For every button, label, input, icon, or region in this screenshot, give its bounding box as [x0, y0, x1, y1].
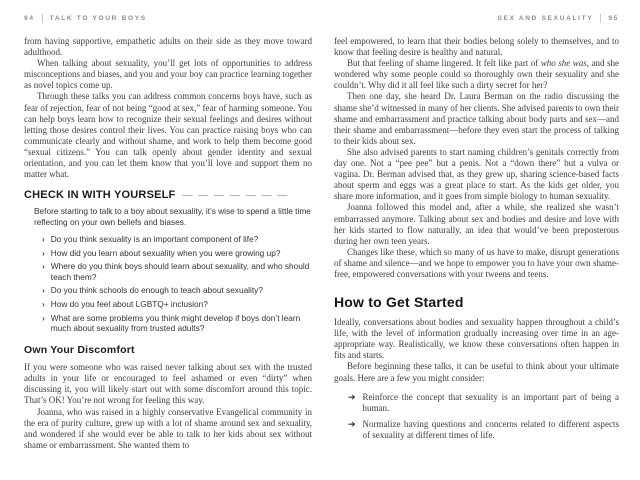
goals-list	[348, 392, 619, 441]
paragraph: Joanna, who was raised in a highly conservative Evangelical community in the era of purity culture, grew up with a lot of shame around sex and sexuality, and wondered if she would ever be able to talk to her kids about sex without shame or embarrassment. She wanted them to	[24, 406, 312, 450]
arrow-bullet-icon: ➔	[348, 418, 356, 429]
goal-text: Normalize having questions and concerns related to different aspects of sexuality at different times of life.	[362, 418, 619, 440]
checkin-question-list	[42, 234, 312, 333]
paragraph: Through these talks you can address common concerns boys have, such as fear of rejection, fear of not being “good at sex,” fear of harming someone. You can help boys learn how to recognize their sexual feelings and desires without letting those desires control their lives. You can practice raising boys who can communicate clearly and without shame, and work to help them become good “sexual citizens.” You can talk openly about gender identity and sexual orientation, and you can let them know that you’ll love and support them no matter what.	[24, 91, 312, 180]
section-heading: How to Get Started	[334, 294, 464, 311]
chevron-bullet-icon: ›	[42, 247, 45, 258]
header-divider	[600, 14, 601, 23]
list-item	[348, 419, 619, 441]
chevron-bullet-icon: ›	[42, 312, 45, 323]
page-right	[334, 0, 619, 480]
header-divider	[42, 14, 43, 23]
question-text: How do you feel about LGBTQ+ inclusion?	[50, 299, 208, 310]
list-item	[42, 261, 312, 281]
paragraph: Ideally, conversations about bodies and sexuality happen throughout a child’s life, with the level of information gradually increasing over time in an age-appropriate way. Realistically, we know these conversations often happen in fits and starts.	[334, 317, 619, 361]
question-text: Do you think schools do enough to teach about sexuality?	[50, 285, 263, 296]
paragraph: She also advised parents to start naming children’s genitals correctly from day one. Not a “pee pee” but a penis. Not a “down there” but a vulva or vagina. Dr. Berman advised that, as they grew up, sharing science-based facts about sperm and eggs was a great place to start. As the kids get older, you share more information, and it goes from simple biology to human sexuality.	[334, 146, 619, 202]
paragraph: Then one day, she heard Dr. Laura Berman on the radio discussing the shame she’d witnessed in many of her clients. She advised parents to own their shame and embarrassment and practice talking about body parts and sex—and their shame and embarrassment—before they even start the process of talking to their kids about sex.	[334, 91, 619, 146]
arrow-bullet-icon: ➔	[348, 391, 356, 402]
checkin-box	[24, 189, 312, 333]
paragraph: But that feeling of shame lingered. It felt like part of who she was, and she wondered why some people could so thoroughly own their sexuality and she couldn’t. Why did it all feel like such a dirty secret for her?	[334, 58, 619, 91]
paragraph: from having supportive, empathetic adults on their side as they move toward adulthood.	[24, 36, 312, 58]
page-header-right	[334, 13, 619, 23]
paragraph: If you were someone who was raised never talking about sex with the trusted adults in your life or encouraged to feel ashamed or even “dirty” when discussing it, you will likely start out with some discomfort around this topic. That’s OK! You’re not wrong for feeling this way.	[24, 362, 312, 406]
chevron-bullet-icon: ›	[42, 285, 45, 296]
page-number: 94	[24, 14, 35, 22]
question-text: What are some problems you think might develop if boys don’t learn much about sexuality from trusted adults?	[50, 312, 301, 333]
list-item	[42, 313, 312, 333]
paragraph: Changes like these, which so many of us have to make, disrupt generations of shame and silence—and we hope to empower you to have your own shame-free, empowered conversations with your tweens and teens.	[334, 246, 619, 279]
subsection-heading: Own Your Discomfort	[24, 344, 135, 357]
chevron-bullet-icon: ›	[42, 234, 45, 245]
chevron-bullet-icon: ›	[42, 261, 45, 272]
list-item	[42, 248, 312, 258]
checkin-intro: Before starting to talk to a boy about sexuality, it’s wise to spend a little time reflecting on your own beliefs and biases.	[34, 206, 311, 227]
list-item	[42, 299, 312, 309]
question-text: How did you learn about sexuality when you were growing up?	[50, 247, 281, 258]
page-header-left	[24, 13, 312, 23]
list-item	[42, 234, 312, 244]
checkin-heading: CHECK IN WITH YOURSELF	[24, 189, 176, 202]
running-title: SEX AND SEXUALITY	[497, 14, 594, 22]
dash-decoration: — — — — — — —	[182, 189, 289, 201]
checkin-heading-row	[24, 189, 312, 201]
chevron-bullet-icon: ›	[42, 299, 45, 310]
paragraph: When talking about sexuality, you’ll get lots of opportunities to address misconceptions and biases, and you and your boy can practice learning together as novel topics come up.	[24, 58, 312, 91]
goal-text: Reinforce the concept that sexuality is an important part of being a human.	[362, 391, 619, 413]
question-text: Do you think sexuality is an important component of life?	[50, 234, 259, 245]
paragraph: feel empowered, to learn that their bodies belong solely to themselves, and to know that feeling desire is healthy and natural.	[334, 36, 619, 58]
left-body-2	[24, 362, 312, 451]
page-left	[24, 0, 312, 480]
list-item	[348, 392, 619, 414]
left-body	[24, 36, 312, 180]
list-item	[42, 285, 312, 295]
right-body-2	[334, 317, 619, 384]
right-body	[334, 36, 619, 280]
running-title: TALK TO YOUR BOYS	[49, 14, 147, 22]
paragraph: Joanna followed this model and, after a while, she realized she wasn’t embarrassed anymore. Talking about sex and bodies and desire and love with her kids started to flow naturally, an idea that would’ve been preposterous during her own teen years.	[334, 202, 619, 246]
paragraph: Before beginning these talks, it can be useful to think about your ultimate goals. Here are a few you might consider:	[334, 361, 619, 383]
question-text: Where do you think boys should learn about sexuality, and who should teach them?	[50, 261, 310, 282]
page-number: 95	[608, 14, 619, 22]
